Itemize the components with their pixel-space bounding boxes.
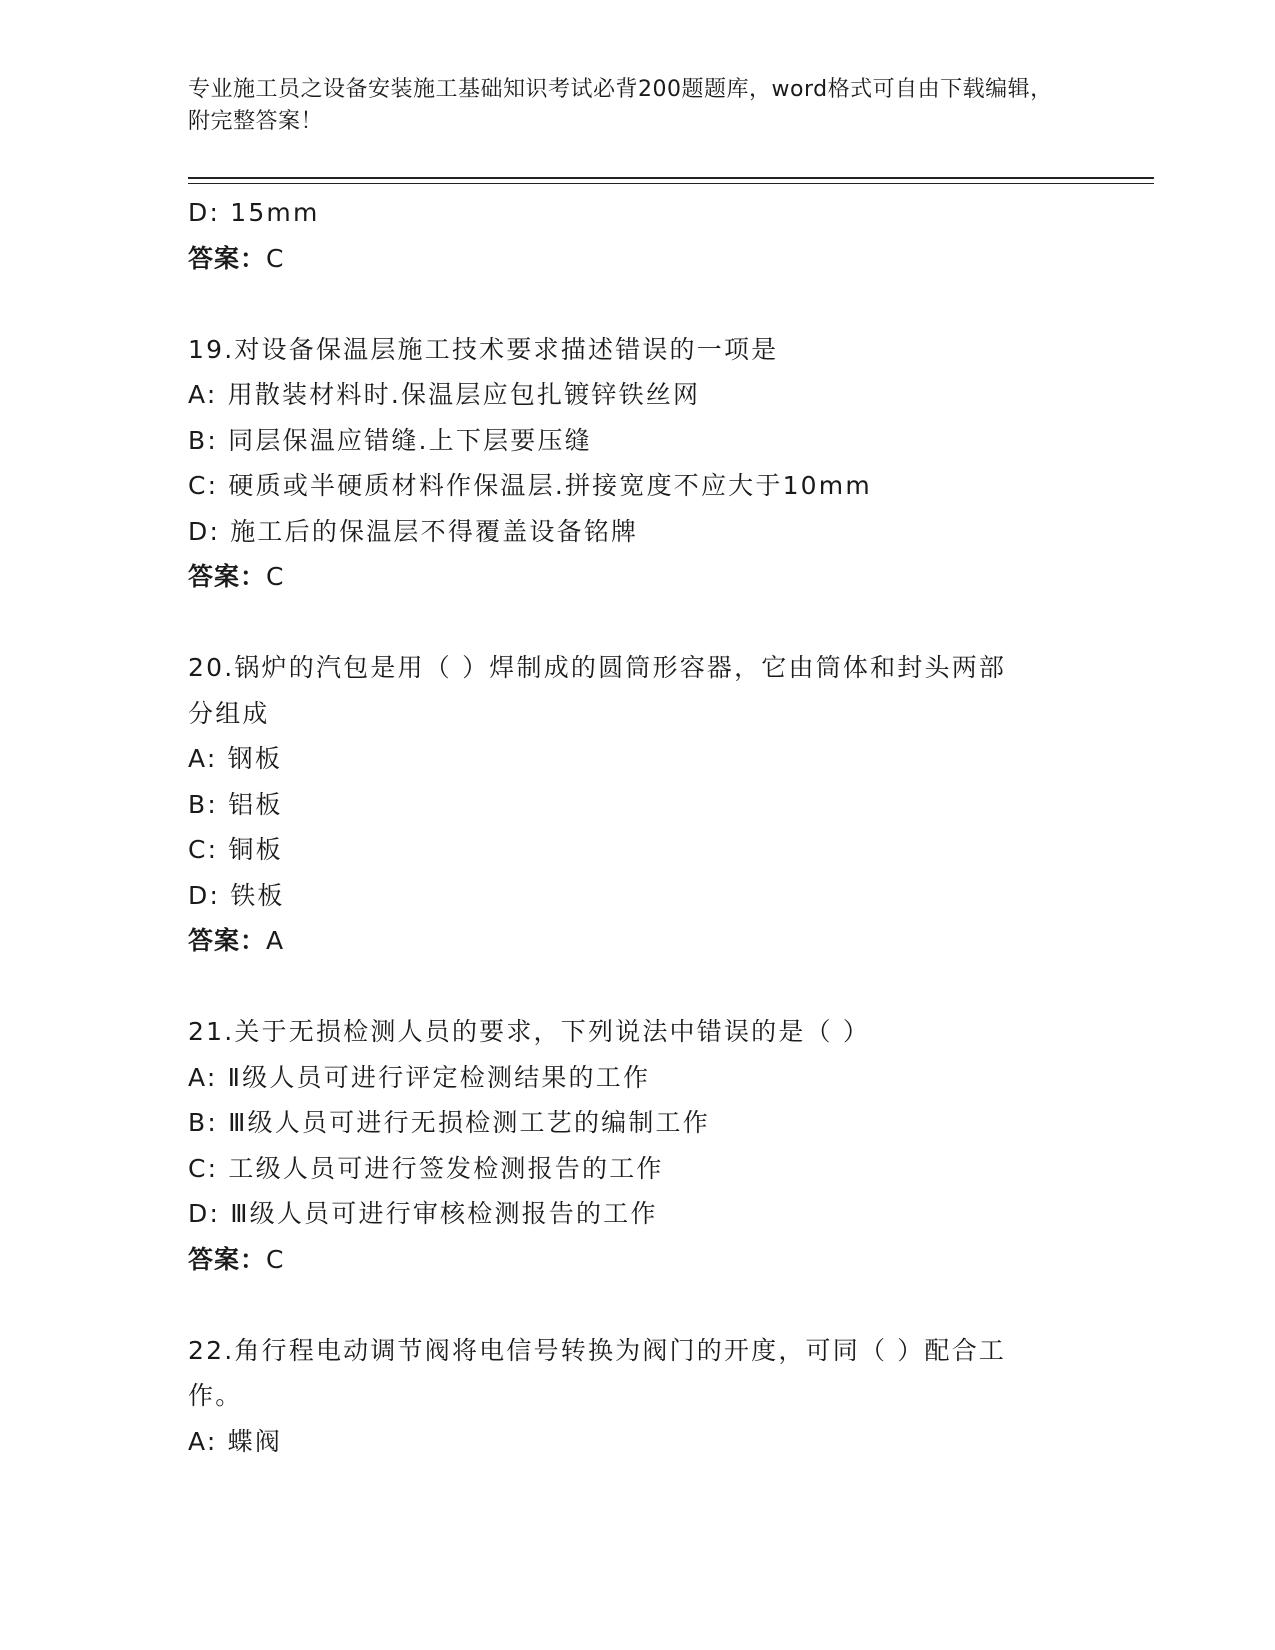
- answer-label: 答案：: [188, 1244, 267, 1274]
- answer-label: 答案：: [188, 926, 267, 955]
- page-header: [188, 74, 1068, 138]
- option-c: C: 硬质或半硬质材料作保温层.拼接宽度不应大于10mm: [188, 471, 872, 500]
- answer-line: [188, 1237, 1088, 1283]
- question-stem: 19.对设备保温层施工技术要求描述错误的一项是: [188, 334, 779, 364]
- spacer: [188, 964, 1088, 1010]
- header-divider: [188, 177, 1154, 184]
- answer-value: C: [266, 562, 285, 591]
- option-a: A: 用散装材料时.保温层应包扎镀锌铁丝网: [188, 380, 701, 409]
- option-d: D: 铁板: [188, 880, 285, 910]
- answer-label: 答案：: [188, 243, 267, 273]
- option-b: B: 铝板: [188, 789, 283, 819]
- spacer: [188, 600, 1088, 646]
- question-stem: 20.锅炉的汽包是用（ ）焊制成的圆筒形容器，它由筒体和封头两部分组成: [188, 653, 1007, 728]
- option-c: C: 工级人员可进行签发检测报告的工作: [188, 1153, 664, 1183]
- question-21: [188, 1009, 1088, 1282]
- answer-label: 答案：: [188, 562, 267, 591]
- question-stem: 21.关于无损检测人员的要求，下列说法中错误的是（ ）: [188, 1017, 871, 1046]
- answer-line-prev: [188, 236, 1088, 282]
- option-a: A: 蝶阀: [188, 1426, 283, 1456]
- option-d: D: Ⅲ级人员可进行审核检测报告的工作: [188, 1199, 658, 1228]
- answer-line: [188, 554, 1088, 600]
- document-body: [188, 190, 1088, 1464]
- spacer: [188, 281, 1088, 327]
- answer-value: A: [266, 926, 285, 955]
- question-19: [188, 327, 1088, 600]
- answer-value: C: [266, 1244, 285, 1274]
- option-a: A: 钢板: [188, 744, 283, 773]
- option-a: A: Ⅱ级人员可进行评定检测结果的工作: [188, 1062, 651, 1092]
- document-title: 专业施工员之设备安装施工基础知识考试必背200题题库，word格式可自由下载编辑，附完整答案！: [188, 77, 1053, 134]
- option-b: B: Ⅲ级人员可进行无损检测工艺的编制工作: [188, 1108, 710, 1137]
- option-c: C: 铜板: [188, 835, 283, 864]
- question-stem: 22.角行程电动调节阀将电信号转换为阀门的开度，可同（ ）配合工作。: [188, 1335, 1007, 1410]
- option-b: B: 同层保温应错缝.上下层要压缝: [188, 425, 592, 455]
- question-20: [188, 645, 1088, 964]
- option-d-prev: D: 15mm: [188, 198, 320, 227]
- spacer: [188, 1282, 1088, 1328]
- question-22: [188, 1328, 1088, 1465]
- option-d: D: 施工后的保温层不得覆盖设备铭牌: [188, 516, 639, 546]
- answer-line: [188, 918, 1088, 964]
- answer-value: C: [266, 243, 285, 273]
